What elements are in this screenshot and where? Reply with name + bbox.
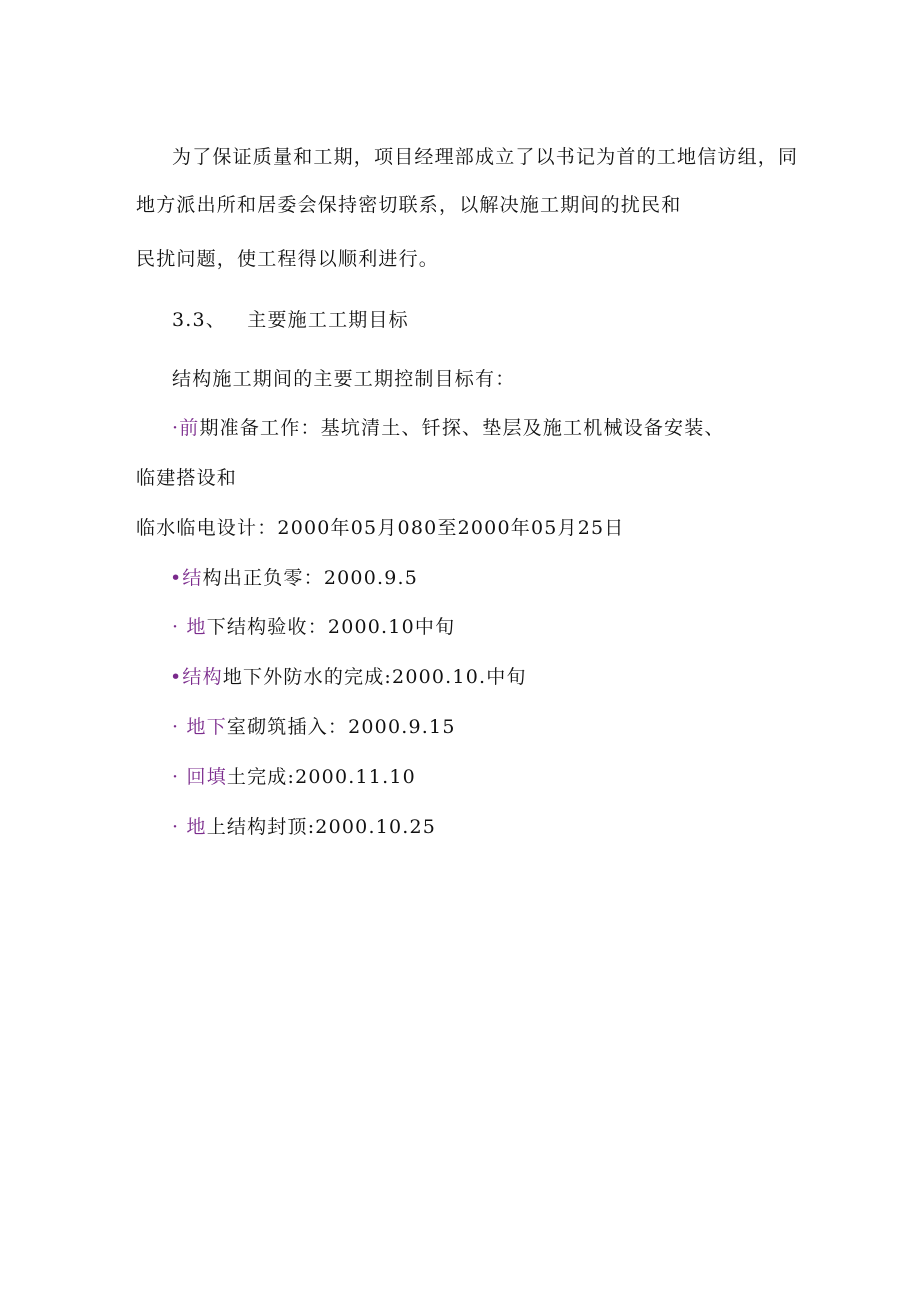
list-item [172, 815, 436, 839]
item-text: 上结构封顶:2000.10.25 [206, 816, 437, 838]
bullet: · [172, 716, 180, 738]
list-item [172, 765, 416, 789]
accent-text: 结构 [182, 666, 223, 688]
list-item [170, 665, 527, 689]
item-text: 土完成:2000.11.10 [226, 766, 416, 788]
item-text: 构出正负零：2000.9.5 [202, 567, 419, 589]
bullet: • [170, 666, 183, 688]
list-item [170, 566, 418, 590]
paragraph-line-2: 地方派出所和居委会保持密切联系，以解决施工期间的扰民和 [136, 194, 682, 216]
bullet: · [172, 417, 180, 439]
accent-text: 地 [186, 616, 207, 638]
bullet: · [172, 816, 180, 838]
paragraph-line-3: 民扰问题，使工程得以顺利进行。 [136, 248, 440, 270]
bullet: • [170, 567, 183, 589]
item-text: 下结构验收：2000.10中旬 [206, 616, 456, 638]
list-item-continuation-2: 临水临电设计：2000年05月080至2000年05月25日 [136, 517, 625, 539]
list-item-continuation-1: 临建搭设和 [136, 467, 238, 489]
section-heading [172, 308, 409, 332]
accent-text: 地 [186, 816, 207, 838]
item-text: 期准备工作：基坑清土、钎探、垫层及施工机械设备安装、 [199, 417, 725, 439]
accent-text: 结 [182, 567, 203, 589]
list-item [172, 715, 456, 739]
accent-text: 地下 [186, 716, 227, 738]
list-item [172, 615, 455, 639]
section-number: 3.3、 [172, 309, 227, 331]
bullet: · [172, 766, 180, 788]
bullet: · [172, 616, 180, 638]
item-text: 地下外防水的完成:2000.10.中旬 [222, 666, 527, 688]
item-text: 室砌筑插入：2000.9.15 [226, 716, 456, 738]
intro-text: 结构施工期间的主要工期控制目标有： [172, 368, 516, 390]
list-item [172, 416, 725, 440]
paragraph-line-1: 为了保证质量和工期，项目经理部成立了以书记为首的工地信访组，同 [172, 146, 799, 168]
accent-text: 回填 [186, 766, 227, 788]
section-title: 主要施工工期目标 [247, 309, 409, 331]
accent-text: 前 [179, 417, 200, 439]
